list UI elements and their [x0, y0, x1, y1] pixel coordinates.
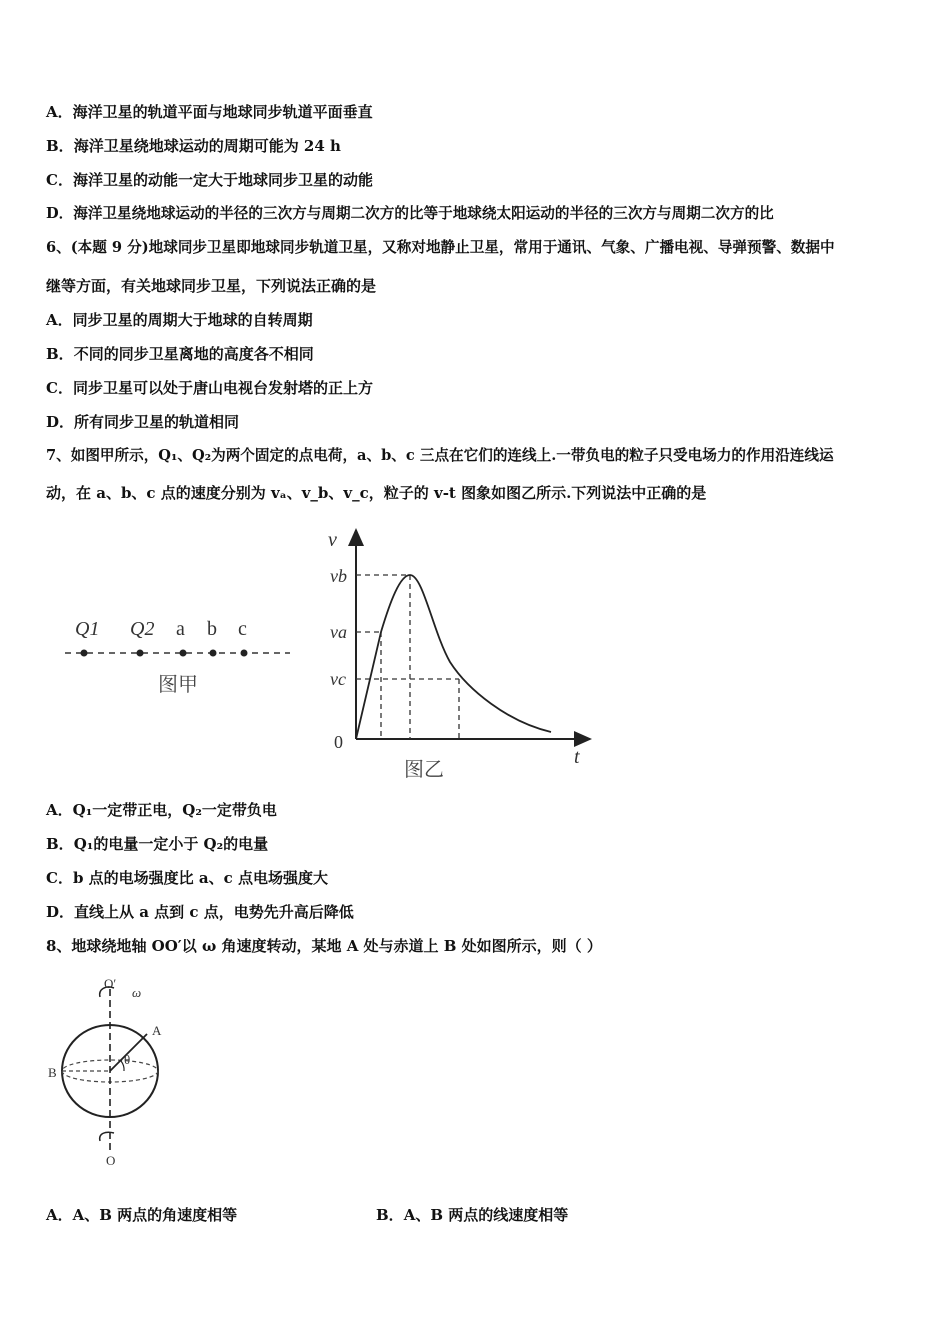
q6-option-b: B．不同的同步卫星离地的高度各不相同: [46, 345, 314, 363]
y-axis-label: v: [328, 529, 337, 551]
caption-jia: 图甲: [158, 674, 198, 696]
origin-label: 0: [334, 732, 343, 752]
tick-vb: vb: [330, 566, 347, 586]
label-o: O: [106, 1153, 116, 1168]
label-q1: Q1: [75, 618, 100, 640]
label-c: c: [238, 618, 247, 640]
q7-option-c: C．b 点的电场强度比 a、c 点电场强度大: [46, 869, 328, 887]
q6-option-a: A．同步卫星的周期大于地球的自转周期: [46, 311, 313, 329]
label-omega: ω: [132, 985, 142, 1000]
tick-vc: vc: [330, 669, 346, 689]
label-theta: θ: [124, 1052, 131, 1067]
label-a: a: [176, 618, 185, 640]
label-b: b: [207, 618, 217, 640]
label-o-prime: O′: [104, 976, 117, 991]
q8-option-b: B．A、B 两点的线速度相等: [376, 1206, 569, 1224]
vt-curve: [356, 575, 551, 739]
q7-option-a: A．Q₁一定带正电，Q₂一定带负电: [46, 801, 277, 819]
point-b: [210, 650, 217, 657]
q5-option-a: A．海洋卫星的轨道平面与地球同步轨道平面垂直: [46, 103, 373, 121]
q8-option-a: A．A、B 两点的角速度相等: [46, 1206, 238, 1224]
figure-jia: [60, 610, 300, 700]
q8-stem: 8、地球绕地轴 OO′以 ω 角速度转动，某地 A 处与赤道上 B 处如图所示，则（ ）: [46, 937, 602, 955]
q7-stem-line2: 动，在 a、b、c 点的速度分别为 vₐ、v_b、v_c，粒子的 v-t 图象如图乙所示.下列说法中正确的是: [46, 484, 707, 502]
q6-option-d: D．所有同步卫星的轨道相同: [46, 413, 240, 431]
label-q2: Q2: [130, 618, 155, 640]
x-axis-label: t: [574, 746, 580, 768]
q6-option-c: C．同步卫星可以处于唐山电视台发射塔的正上方: [46, 379, 373, 397]
q5-option-b: B．海洋卫星绕地球运动的周期可能为 24 h: [46, 137, 341, 155]
label-b-point: B: [48, 1065, 57, 1080]
point-q2: [137, 650, 144, 657]
q5-option-d: D．海洋卫星绕地球运动的半径的三次方与周期二次方的比等于地球绕太阳运动的半径的三次方与周期二次方的比: [46, 205, 774, 222]
caption-yi: 图乙: [404, 759, 444, 781]
figure-earth: [44, 975, 184, 1170]
label-a-point: A: [152, 1023, 162, 1038]
q7-option-b: B．Q₁的电量一定小于 Q₂的电量: [46, 835, 269, 853]
point-c: [241, 650, 248, 657]
q6-stem-line2: 继等方面，有关地球同步卫星，下列说法正确的是: [46, 277, 377, 295]
q7-option-d: D．直线上从 a 点到 c 点，电势先升高后降低: [46, 903, 354, 921]
point-a: [180, 650, 187, 657]
figure-yi: [318, 522, 598, 784]
q6-stem-line1: 6、(本题 9 分)地球同步卫星即地球同步轨道卫星，又称对地静止卫星，常用于通讯、气象、广播电视、导弹预警、数据中: [46, 239, 835, 256]
point-q1: [81, 650, 88, 657]
q7-stem-line1: 7、如图甲所示，Q₁、Q₂为两个固定的点电荷，a、b、c 三点在它们的连线上.一带负电的粒子只受电场力的作用沿连线运: [46, 447, 834, 464]
tick-va: va: [330, 622, 347, 642]
q5-option-c: C．海洋卫星的动能一定大于地球同步卫星的动能: [46, 171, 373, 189]
